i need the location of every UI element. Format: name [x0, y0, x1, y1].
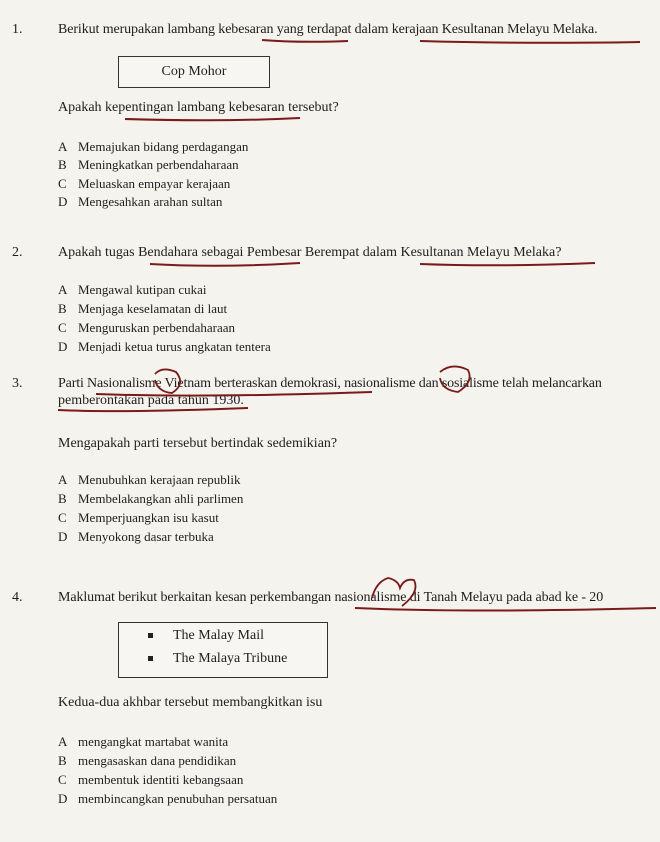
- option-text: Menyokong dasar terbuka: [78, 529, 214, 544]
- q4-question: Kedua-dua akhbar tersebut membangkitkan isu: [58, 695, 323, 710]
- bullet-icon: [148, 656, 153, 661]
- q3-stem-line1: Parti Nasionalisme Vietnam berteraskan demokrasi, nasionalisme dan sosialisme telah melancarkan: [58, 376, 602, 391]
- option-letter: A: [58, 139, 68, 154]
- option-letter: C: [58, 510, 67, 525]
- q3-option-c[interactable]: [58, 510, 219, 526]
- option-letter: C: [58, 176, 67, 191]
- q4-box-item-text: The Malay Mail: [173, 628, 264, 643]
- q1-number: 1.: [12, 22, 23, 37]
- q2-option-a[interactable]: [58, 282, 207, 298]
- q1-question: Apakah kepentingan lambang kebesaran tersebut?: [58, 100, 339, 115]
- q1-stimulus-box: [118, 56, 270, 88]
- q1-stem: Berikut merupakan lambang kebesaran yang terdapat dalam kerajaan Kesultanan Melayu Melaka.: [58, 22, 598, 37]
- q1-option-a[interactable]: [58, 139, 248, 155]
- option-letter: B: [58, 301, 67, 316]
- q4-box-item-1: [148, 628, 264, 644]
- q1-option-b[interactable]: [58, 157, 239, 173]
- q2-option-b[interactable]: [58, 301, 227, 317]
- option-letter: B: [58, 157, 67, 172]
- option-text: Meluaskan empayar kerajaan: [78, 176, 231, 191]
- q3-number: 3.: [12, 376, 23, 391]
- q2-number: 2.: [12, 245, 23, 260]
- option-letter: A: [58, 472, 68, 487]
- option-text: Meningkatkan perbendaharaan: [78, 157, 239, 172]
- option-text: mengangkat martabat wanita: [78, 734, 229, 749]
- q1-box-text: Cop Mohor: [161, 64, 227, 79]
- q4-option-c[interactable]: [58, 772, 243, 788]
- option-letter: D: [58, 529, 68, 544]
- option-text: Memperjuangkan isu kasut: [78, 510, 219, 525]
- q4-box-item-2: [148, 651, 287, 667]
- option-text: Mengawal kutipan cukai: [78, 282, 207, 297]
- q2-option-d[interactable]: [58, 339, 271, 355]
- option-text: membentuk identiti kebangsaan: [78, 772, 244, 787]
- option-text: membincangkan penubuhan persatuan: [78, 791, 278, 806]
- option-letter: A: [58, 734, 68, 749]
- bullet-icon: [148, 633, 153, 638]
- option-text: Membelakangkan ahli parlimen: [78, 491, 244, 506]
- q4-box-item-text: The Malaya Tribune: [173, 651, 288, 666]
- option-letter: B: [58, 753, 67, 768]
- option-letter: D: [58, 791, 68, 806]
- q4-option-d[interactable]: [58, 791, 277, 807]
- q1-option-c[interactable]: [58, 176, 230, 192]
- q3-option-b[interactable]: [58, 491, 243, 507]
- option-text: Menubuhkan kerajaan republik: [78, 472, 241, 487]
- q3-option-a[interactable]: [58, 472, 240, 488]
- q4-option-b[interactable]: [58, 753, 236, 769]
- q4-option-a[interactable]: [58, 734, 228, 750]
- q3-question: Mengapakah parti tersebut bertindak sedemikian?: [58, 436, 338, 451]
- q4-number: 4.: [12, 590, 23, 605]
- q2-stem: Apakah tugas Bendahara sebagai Pembesar Berempat dalam Kesultanan Melayu Melaka?: [58, 245, 562, 260]
- option-letter: D: [58, 194, 68, 209]
- q3-option-d[interactable]: [58, 529, 214, 545]
- option-letter: D: [58, 339, 68, 354]
- option-letter: C: [58, 320, 67, 335]
- option-text: Memajukan bidang perdagangan: [78, 139, 249, 154]
- option-letter: B: [58, 491, 67, 506]
- option-text: Menjaga keselamatan di laut: [78, 301, 228, 316]
- q1-option-d[interactable]: [58, 194, 222, 210]
- option-text: mengasaskan dana pendidikan: [78, 753, 237, 768]
- option-letter: C: [58, 772, 67, 787]
- option-text: Menjadi ketua turus angkatan tentera: [78, 339, 271, 354]
- q4-stem: Maklumat berikut berkaitan kesan perkembangan nasionalisme di Tanah Melayu pada abad ke - 20: [58, 590, 604, 605]
- q3-stem-line2: pemberontakan pada tahun 1930.: [58, 393, 244, 408]
- option-letter: A: [58, 282, 68, 297]
- option-text: Menguruskan perbendaharaan: [78, 320, 236, 335]
- q2-option-c[interactable]: [58, 320, 235, 336]
- option-text: Mengesahkan arahan sultan: [78, 194, 223, 209]
